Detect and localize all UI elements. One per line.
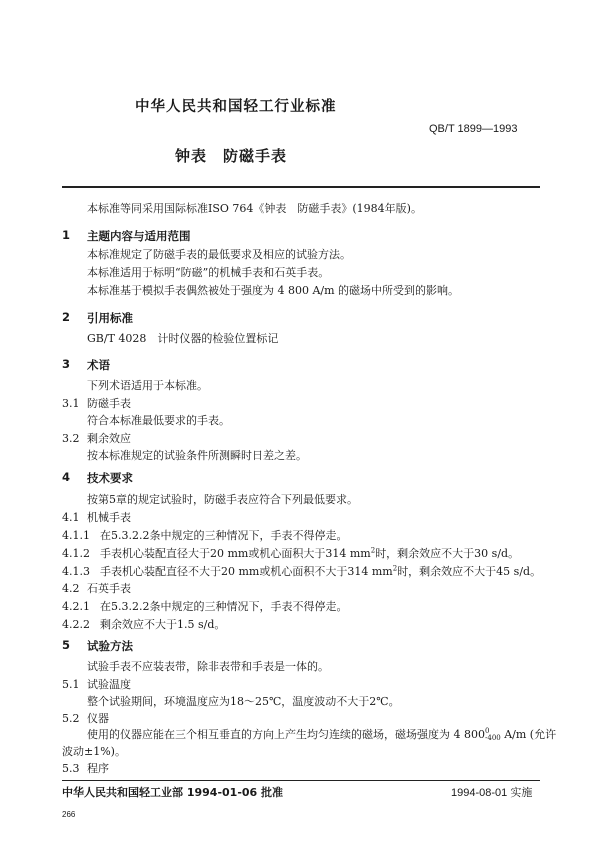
section-1-title: 主题内容与适用范围 xyxy=(87,229,191,243)
section-1-para-3: 本标准基于模拟手表偶然被处于强度为 4 800 A/m 的磁场中所受到的影响。 xyxy=(87,284,460,297)
clause-5-2-text-continued: 波动±1%)。 xyxy=(62,745,126,758)
section-1-number: 1 xyxy=(62,228,71,242)
clause-4-1-3-text xyxy=(100,565,541,579)
clause-4-1-2-number: 4.1.2 xyxy=(62,547,90,560)
intro-paragraph: 本标准等同采用国际标准ISO 764《钟表 防磁手表》(1984年版)。 xyxy=(87,202,422,215)
clause-4-2-1-text: 在5.3.2.2条中规定的三种情况下，手表不得停走。 xyxy=(100,600,348,613)
clause-4-1-title: 机械手表 xyxy=(87,511,131,524)
clause-5-2-number: 5.2 xyxy=(62,712,80,725)
issuing-body-title: 中华人民共和国轻工行业标准 xyxy=(135,99,337,115)
clause-5-3-title: 程序 xyxy=(87,762,109,775)
clause-4-1-1-text: 在5.3.2.2条中规定的三种情况下，手表不得停走。 xyxy=(100,529,348,542)
section-1-para-1: 本标准规定了防磁手表的最低要求及相应的试验方法。 xyxy=(87,248,351,261)
section-3-number: 3 xyxy=(62,357,71,371)
effective-date: 1994-08-01 实施 xyxy=(451,787,533,799)
section-3-title: 术语 xyxy=(87,358,110,372)
section-1-para-2: 本标准适用于标明“防磁”的机械手表和石英手表。 xyxy=(87,266,330,279)
section-5-number: 5 xyxy=(62,638,71,652)
section-4-title: 技术要求 xyxy=(87,471,133,485)
clause-4-1-2-text-a: 手表机心装配直径大于20 mm或机心面积大于314 mm xyxy=(100,547,371,560)
clause-4-1-3-text-b: 时，剩余效应不大于45 s/d。 xyxy=(397,565,542,578)
section-2-title: 引用标准 xyxy=(87,311,133,325)
clause-5-2-title: 仪器 xyxy=(87,712,109,725)
header-rule xyxy=(62,186,540,188)
section-4-para-1: 按第5章的规定试验时，防磁手表应符合下列最低要求。 xyxy=(87,493,358,506)
section-3-para-1: 下列术语适用于本标准。 xyxy=(87,379,208,392)
clause-4-1-2-text xyxy=(100,547,519,561)
clause-4-2-number: 4.2 xyxy=(62,582,80,595)
clause-4-1-2-text-b: 时，剩余效应不大于30 s/d。 xyxy=(375,547,520,560)
clause-4-2-1-number: 4.2.1 xyxy=(62,600,90,613)
footer-rule xyxy=(62,780,540,781)
term-3-1-number: 3.1 xyxy=(62,397,80,410)
term-3-2-definition: 按本标准规定的试验条件所测瞬时日差之差。 xyxy=(87,449,307,462)
standard-number: QB/T 1899—1993 xyxy=(429,123,518,135)
section-2-para-1: GB/T 4028 计时仪器的检验位置标记 xyxy=(87,332,279,345)
clause-4-2-title: 石英手表 xyxy=(87,582,131,595)
clause-4-1-2-superscript: 2 xyxy=(370,546,376,555)
section-2-number: 2 xyxy=(62,310,71,324)
section-5-para-1: 试验手表不应装表带，除非表带和手表是一体的。 xyxy=(87,660,329,673)
clause-5-2-text xyxy=(87,728,556,742)
clause-5-1-number: 5.1 xyxy=(62,678,80,691)
tolerance-lower: -400 xyxy=(485,734,501,742)
clause-5-1-text: 整个试验期间，环境温度应为18～25℃，温度波动不大于2℃。 xyxy=(87,695,400,708)
clause-5-2-text-b: A/m (允许 xyxy=(500,728,557,741)
clause-4-2-2-number: 4.2.2 xyxy=(62,618,90,631)
document-title: 钟表 防磁手表 xyxy=(175,147,288,165)
section-4-number: 4 xyxy=(62,470,71,484)
approval-line: 中华人民共和国轻工业部 1994-01-06 批准 xyxy=(62,786,284,799)
clause-5-2-text-a: 使用的仪器应能在三个相互垂直的方向上产生均匀连续的磁场，磁场强度为 4 800 xyxy=(87,728,485,741)
clause-5-1-title: 试验温度 xyxy=(87,678,131,691)
tolerance-upper: 0 xyxy=(485,727,490,735)
clause-4-1-number: 4.1 xyxy=(62,511,80,524)
field-strength-tolerance xyxy=(485,728,501,742)
clause-4-1-3-number: 4.1.3 xyxy=(62,565,90,578)
clause-4-1-3-superscript: 2 xyxy=(392,564,398,573)
term-3-1-title: 防磁手表 xyxy=(87,397,131,410)
clause-4-1-3-text-a: 手表机心装配直径不大于20 mm或机心面积不大于314 mm xyxy=(100,565,393,578)
term-3-1-definition: 符合本标准最低要求的手表。 xyxy=(87,414,230,427)
clause-5-3-number: 5.3 xyxy=(62,762,80,775)
term-3-2-number: 3.2 xyxy=(62,432,80,445)
section-5-title: 试验方法 xyxy=(87,639,133,653)
term-3-2-title: 剩余效应 xyxy=(87,432,131,445)
page-number: 266 xyxy=(62,810,76,819)
clause-4-1-1-number: 4.1.1 xyxy=(62,529,90,542)
clause-4-2-2-text: 剩余效应不大于1.5 s/d。 xyxy=(100,618,226,631)
